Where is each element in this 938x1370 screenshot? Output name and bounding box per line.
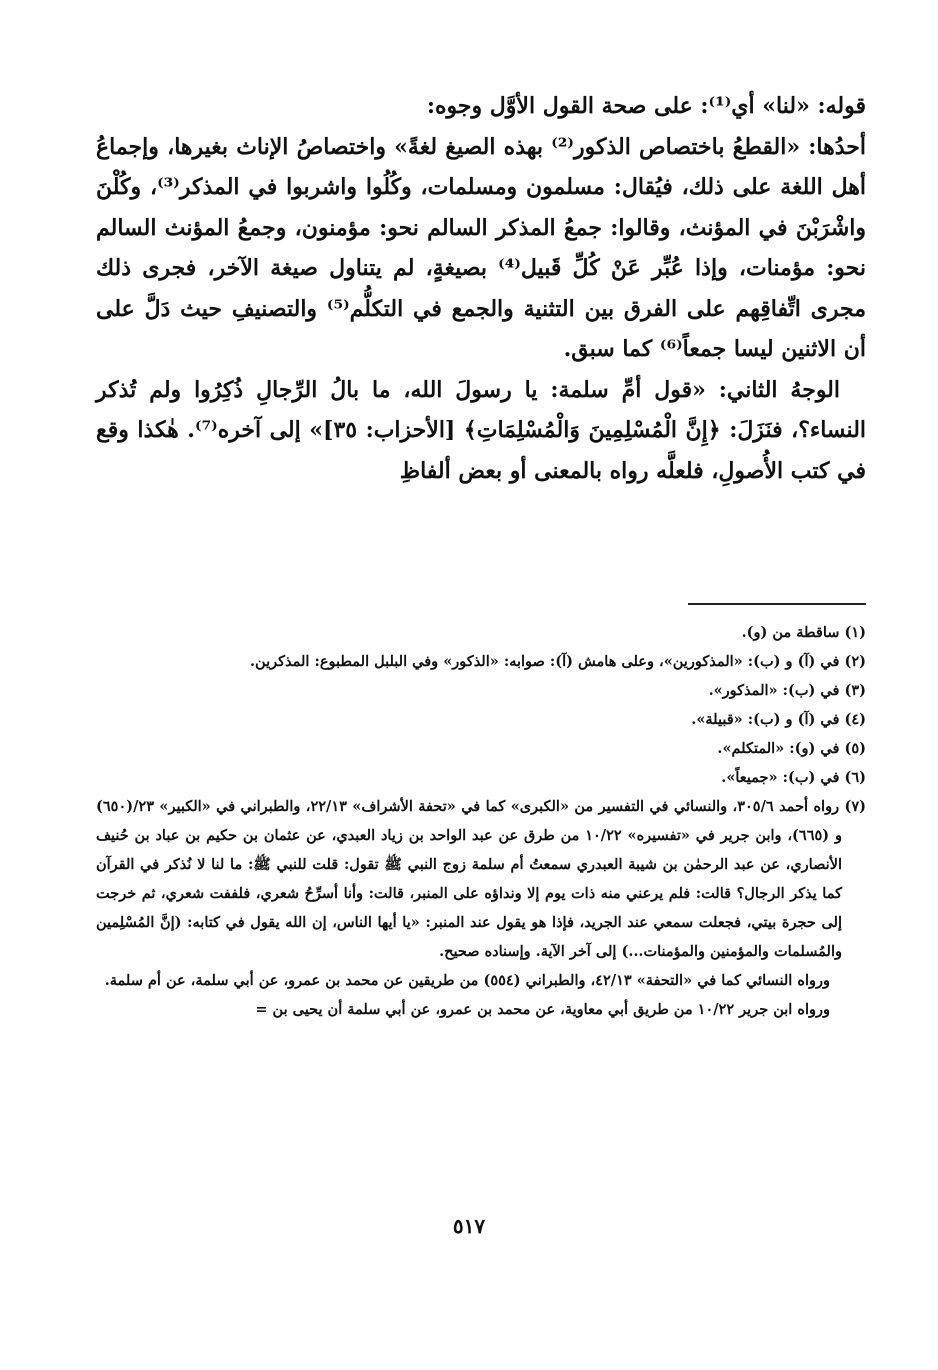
footnotes-block bbox=[96, 618, 866, 1024]
footnote-separator-rule bbox=[688, 603, 866, 605]
footnote-7: (٧) رواه أحمد ٣٠٥/٦، والنسائي في التفسير من «الكبرى» كما في «تحفة الأشراف» ٢٢/١٣، والطبراني في «الكبير» ٢٣/(٦٥٠) و (٦٦٥)، وابن جرير في «تفسيره» ١٠/٢٢ من طرق عن عبد الواحد بن زياد العبدي، عن عثمان بن حكيم بن عباد بن حُنيف الأنصاري، عن عبد الرحمٰن بن شيبة العبدري سمعتُ أم سلمة زوج النبي ﷺ تقول: قلت للنبي ﷺ: ما لنا لا نُذكر في القرآن كما يذكر الرجال؟ قالت: فلم يرعني منه ذات يوم إلا ونداؤه على المنبر، قالت: وأنا أسرِّحُ شعري، فلففت شعري، ثم خرجت إلى حجرة بيتي، فجعلت سمعي عند الجريد، فإذا هو يقول عند المنبر: «يا أيها الناس، إن الله يقول في كتابه: (إنَّ المُسْلِمين والمُسلمات والمؤمنين والمؤمنات...) إلى آخر الآية. وإسناده صحيح. bbox=[96, 798, 867, 960]
main-paragraph-first-aspect: أحدُها: «القطعُ باختصاص الذكور⁽²⁾ بهذه الصيغ لغةً» واختصاصُ الإناث بغيرها، وإجماعُ أهل اللغة على ذلك، فيُقال: مسلمون ومسلمات، وكُلُوا واشربوا في المذكر⁽³⁾، وكُلْنَ واشْرَبْنَ في المؤنث، وقالوا: جمعُ المذكر السالم نحو: مؤمنون، وجمعُ المؤنث السالم نحو: مؤمنات، وإذا عُبِّر عَنْ كُلِّ قَبيل⁽⁴⁾ بصيغةٍ، لم يتناول صيغة الآخر، فجرى ذلك مجرى اتِّفاقِهم على الفرق بين التثنية والجمع في التكلُّم⁽⁵⁾ والتصنيفِ حيث دَلَّ على أن الاثنين ليسا جمعاً⁽⁶⁾ كما سبق. bbox=[96, 133, 867, 362]
footnote-5: (٥) في (و): «المتكلم». bbox=[717, 740, 866, 757]
footnote-4: (٤) في (آ) و (ب): «قبيلة». bbox=[691, 711, 866, 728]
footnote-7-continuation-nasai: ورواه النسائي كما في «التحفة» ٤٢/١٣، والطبراني (٥٥٤) من طريقين عن محمد بن عمرو، عن أبي سلمة، عن أم سلمة. bbox=[104, 972, 830, 989]
main-paragraph-second-aspect: الوجهُ الثاني: «قول أمِّ سلمة: يا رسولَ الله، ما بالُ الرِّجالِ ذُكِرُوا ولم تُذكر النساء؟، فنَزَلَ: ﴿إِنَّ الْمُسْلِمِينَ وَالْمُسْلِمَاتِ﴾ [الأحزاب: ٣٥]» إلى آخره⁽⁷⁾. هٰكذا وقع في كتب الأُصولِ، فلعلَّه رواه بالمعنى أو بعض ألفاظِ bbox=[96, 376, 867, 484]
footnote-6: (٦) في (ب): «جميعاً». bbox=[721, 769, 866, 786]
footnote-3: (٣) في (ب): «المذكور». bbox=[708, 682, 866, 699]
main-text-block bbox=[96, 86, 866, 491]
footnote-7-continuation-ibn-jarir: ورواه ابن جرير ١٠/٢٢ من طريق أبي معاوية، عن محمد بن عمرو، عن أبي سلمة أن يحيى بن = bbox=[255, 1001, 830, 1018]
footnote-1: (١) ساقطة من (و). bbox=[741, 624, 866, 641]
page-number: ٥١٧ bbox=[452, 1214, 486, 1238]
main-paragraph-heading: قوله: «لنا» أي⁽¹⁾: على صحة القول الأوَّل وجوه: bbox=[426, 93, 866, 119]
footnote-2: (٢) في (آ) و (ب): «المذكورين»، وعلى هامش (آ): صوابه: «الذكور» وفي البلبل المطبوع: المذكرين. bbox=[249, 653, 866, 670]
